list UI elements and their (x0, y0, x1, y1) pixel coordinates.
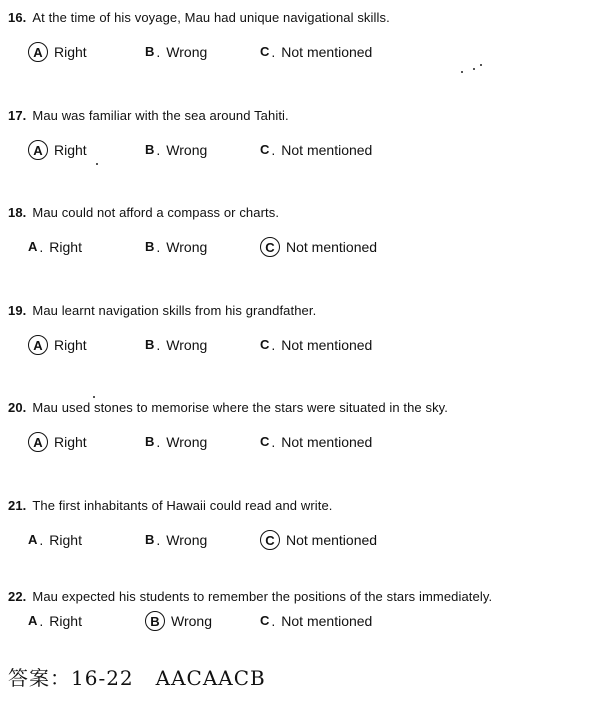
question-number-dot: . (22, 205, 27, 220)
option-letter: B (145, 141, 155, 157)
option-label: Right (49, 531, 82, 548)
option-label: Not mentioned (281, 44, 373, 60)
option-letter: B (145, 336, 155, 352)
option-c[interactable] (260, 42, 372, 62)
option-separator: . (156, 141, 161, 158)
option-a[interactable] (28, 140, 87, 160)
option-separator: . (39, 531, 44, 548)
question-text (8, 205, 279, 220)
option-b[interactable] (145, 530, 207, 550)
question-item (0, 303, 595, 363)
question-number-dot: . (22, 497, 27, 513)
question-statement: The first inhabitants of Hawaii could read and write. (32, 497, 333, 513)
option-letter-circled: C (260, 237, 280, 257)
question-number: 19 (8, 302, 23, 318)
scan-speck (96, 163, 98, 165)
option-separator: . (271, 141, 276, 158)
question-number: 17 (8, 107, 23, 123)
option-letter: A (28, 531, 38, 547)
option-letter-circled: C (260, 530, 280, 550)
option-label: Wrong (171, 613, 212, 629)
option-letter: B (145, 531, 155, 547)
option-separator: . (39, 239, 44, 255)
question-item (0, 10, 595, 70)
option-label: Right (49, 239, 82, 255)
option-b[interactable] (145, 611, 212, 631)
option-b[interactable] (145, 432, 207, 452)
question-number: 22 (8, 589, 23, 604)
option-label: Right (54, 336, 87, 353)
option-c[interactable] (260, 237, 377, 257)
option-letter: C (260, 336, 270, 352)
option-letter: C (260, 141, 270, 157)
option-b[interactable] (145, 237, 207, 257)
question-statement: Mau could not afford a compass or charts. (32, 205, 280, 220)
option-separator: . (156, 239, 161, 255)
question-text (8, 10, 390, 25)
question-statement: Mau expected his students to remember the positions of the stars immediately. (32, 589, 493, 604)
option-b[interactable] (145, 335, 207, 355)
question-number-dot: . (22, 10, 27, 25)
option-label: Not mentioned (281, 613, 373, 629)
question-text (8, 400, 448, 415)
option-label: Not mentioned (286, 239, 378, 255)
option-separator: . (271, 336, 276, 353)
question-number: 16 (8, 10, 23, 25)
option-letter: B (145, 239, 155, 254)
question-item (0, 108, 595, 168)
scan-speck (93, 396, 95, 398)
question-number-dot: . (22, 107, 27, 123)
question-text (8, 498, 333, 513)
option-letter: A (28, 239, 38, 254)
option-separator: . (156, 434, 161, 450)
answer-key-label: 答案： (8, 666, 71, 690)
option-label: Right (54, 141, 87, 158)
question-statement: Mau was familiar with the sea around Tahiti. (32, 107, 289, 123)
question-statement: Mau used stones to memorise where the stars were situated in the sky. (32, 400, 449, 415)
option-label: Right (54, 44, 87, 60)
option-letter: C (260, 613, 270, 628)
option-letter-circled: A (28, 432, 48, 452)
question-number: 21 (8, 497, 23, 513)
option-c[interactable] (260, 140, 372, 160)
option-c[interactable] (260, 611, 372, 631)
question-item (0, 589, 595, 649)
option-label: Right (54, 434, 87, 450)
option-b[interactable] (145, 140, 207, 160)
question-item (0, 498, 595, 558)
option-a[interactable] (28, 611, 82, 631)
option-separator: . (271, 613, 276, 629)
option-b[interactable] (145, 42, 207, 62)
option-label: Wrong (166, 434, 208, 450)
option-label: Wrong (166, 239, 208, 255)
scan-speck (461, 71, 463, 73)
option-a[interactable] (28, 432, 87, 452)
question-number: 20 (8, 400, 23, 415)
option-letter-circled: A (28, 42, 48, 62)
option-c[interactable] (260, 335, 372, 355)
option-label: Wrong (166, 336, 208, 353)
option-letter: B (145, 434, 155, 449)
question-text (8, 303, 316, 318)
option-letter: B (145, 44, 155, 59)
option-a[interactable] (28, 237, 82, 257)
option-label: Wrong (166, 141, 208, 158)
option-label: Wrong (166, 531, 208, 548)
answer-key-range: 16-22 (71, 666, 134, 690)
option-label: Not mentioned (281, 141, 373, 158)
answer-key-codes: AACAACB (155, 666, 266, 690)
option-separator: . (156, 336, 161, 353)
scan-speck (473, 68, 475, 70)
option-separator: . (271, 434, 276, 450)
option-separator: . (271, 44, 276, 60)
option-separator: . (156, 44, 161, 60)
question-item (0, 400, 595, 460)
option-label: Wrong (166, 44, 208, 60)
option-letter-circled: B (145, 611, 165, 631)
question-text (8, 589, 492, 604)
option-letter: C (260, 434, 270, 449)
option-label: Not mentioned (286, 531, 378, 548)
option-letter-circled: A (28, 140, 48, 160)
option-label: Right (49, 613, 82, 629)
answer-key (8, 662, 266, 691)
option-separator: . (156, 531, 161, 548)
option-separator: . (39, 613, 44, 629)
question-item (0, 205, 595, 265)
question-text (8, 108, 289, 123)
option-a[interactable] (28, 530, 82, 550)
question-number-dot: . (22, 302, 27, 318)
option-a[interactable] (28, 335, 87, 355)
question-number-dot: . (22, 589, 27, 604)
option-letter: A (28, 613, 38, 628)
option-c[interactable] (260, 530, 377, 550)
scan-speck (480, 64, 482, 66)
option-letter-circled: A (28, 335, 48, 355)
question-number-dot: . (22, 400, 27, 415)
option-label: Not mentioned (281, 336, 373, 353)
option-a[interactable] (28, 42, 87, 62)
question-statement: Mau learnt navigation skills from his grandfather. (32, 302, 317, 318)
question-number: 18 (8, 205, 23, 220)
question-statement: At the time of his voyage, Mau had unique navigational skills. (32, 10, 390, 25)
option-label: Not mentioned (281, 434, 373, 450)
option-c[interactable] (260, 432, 372, 452)
option-letter: C (260, 44, 270, 59)
